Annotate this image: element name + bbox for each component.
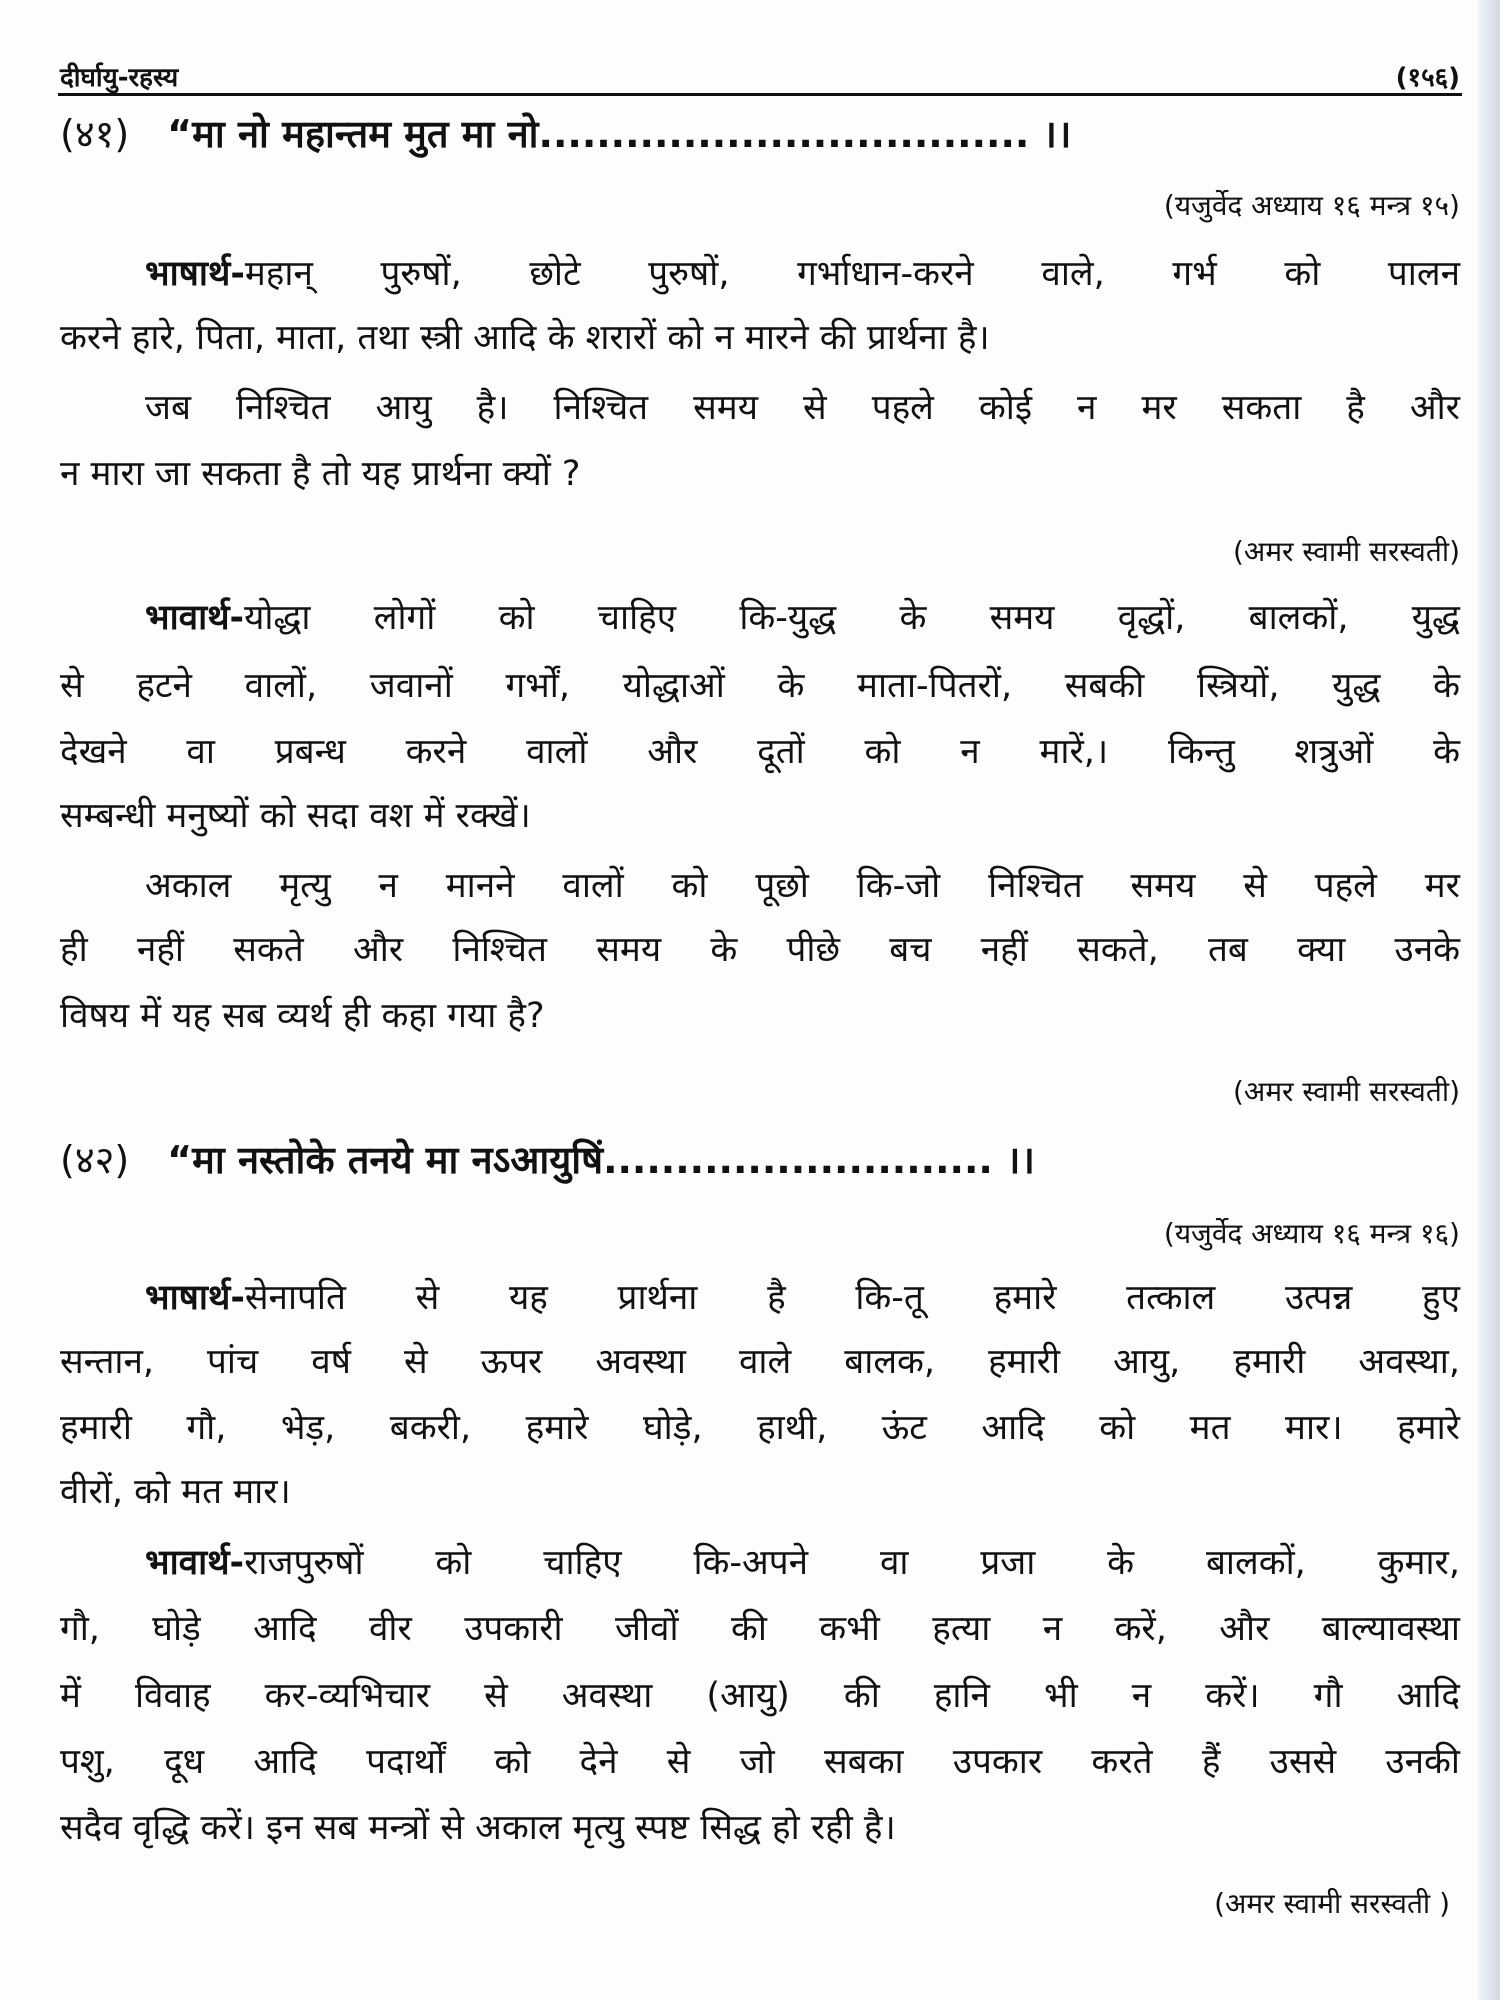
paragraph-line: हमारी गौ, भेड़, बकरी, हमारे घोड़े, हाथी, ऊंट आदि को मत मार। हमारे xyxy=(60,1408,1460,1448)
paragraph-line: पशु, दूध आदि पदार्थों को देने से जो सबका उपकार करते हैं उससे उनकी xyxy=(60,1742,1460,1782)
label: भावार्थ- xyxy=(145,598,245,638)
paragraph-line: विषय में यह सब व्यर्थ ही कहा गया है? xyxy=(60,996,545,1036)
page-edge xyxy=(1478,0,1500,2000)
author-attribution: (अमर स्वामी सरस्वती ) xyxy=(1214,1887,1450,1920)
verse-41 xyxy=(60,112,1460,156)
paragraph-line: वीरों, को मत मार। xyxy=(60,1472,291,1512)
verse-number: (४२) xyxy=(60,1138,130,1182)
paragraph-line: करने हारे, पिता, माता, तथा स्त्री आदि के शरारों को न मारने की प्रार्थना है। xyxy=(60,318,990,358)
paragraph-line: न मारा जा सकता है तो यह प्रार्थना क्यों ? xyxy=(60,454,581,494)
verse-number: (४१) xyxy=(60,112,130,156)
label: भाषार्थ- xyxy=(145,254,245,294)
header-rule xyxy=(58,93,1462,96)
paragraph-line: गौ, घोड़े आदि वीर उपकारी जीवों की कभी हत्या न करें, और बाल्यावस्था xyxy=(60,1609,1460,1649)
paragraph-line: से हटने वालों, जवानों गर्भों, योद्धाओं के माता-पितरों, सबकी स्त्रियों, युद्ध के xyxy=(60,666,1460,706)
paragraph-line: अकाल मृत्यु न मानने वालों को पूछो कि-जो निश्चित समय से पहले मर xyxy=(145,866,1460,906)
paragraph-line xyxy=(145,596,1460,640)
label: भावार्थ- xyxy=(145,1543,245,1583)
verse-42 xyxy=(60,1138,1460,1182)
paragraph-line xyxy=(145,252,1460,296)
verse-text: “मा नस्तोके तनये मा नऽआयुषिं........................... ।। xyxy=(167,1138,1035,1182)
line-text: राजपुरुषों को चाहिए कि-अपने वा प्रजा के बालकों, कुमार, xyxy=(244,1543,1460,1583)
line-text: महान् पुरुषों, छोटे पुरुषों, गर्भाधान-करने वाले, गर्भ को पालन xyxy=(244,254,1460,294)
label: भाषार्थ- xyxy=(145,1278,245,1318)
line-text: योद्धा लोगों को चाहिए कि-युद्ध के समय वृद्धों, बालकों, युद्ध xyxy=(244,598,1460,638)
paragraph-line: में विवाह कर-व्यभिचार से अवस्था (आयु) की हानि भी न करें। गौ आदि xyxy=(60,1676,1460,1716)
verse-text: “मा नो महान्तम मुत मा नो.................................. ।। xyxy=(167,112,1072,156)
author-attribution: (अमर स्वामी सरस्वती) xyxy=(1233,1075,1460,1108)
paragraph-line xyxy=(145,1541,1460,1585)
verse-citation: (यजुर्वेद अध्याय १६ मन्त्र १६) xyxy=(1163,1217,1460,1250)
author-attribution: (अमर स्वामी सरस्वती) xyxy=(1233,535,1460,568)
paragraph-line: ही नहीं सकते और निश्चित समय के पीछे बच नहीं सकते, तब क्या उनके xyxy=(60,930,1460,970)
line-text: सेनापति से यह प्रार्थना है कि-तू हमारे तत्काल उत्पन्न हुए xyxy=(244,1278,1460,1318)
paragraph-line xyxy=(145,1276,1460,1320)
paragraph-line: सन्तान, पांच वर्ष से ऊपर अवस्था वाले बालक, हमारी आयु, हमारी अवस्था, xyxy=(60,1342,1460,1382)
book-title: दीर्घायु-रहस्य xyxy=(60,63,179,93)
page-number: (१५६) xyxy=(1395,63,1460,93)
paragraph-line: देखने वा प्रबन्ध करने वालों और दूतों को न मारें,। किन्तु शत्रुओं के xyxy=(60,732,1460,772)
paragraph-line: जब निश्चित आयु है। निश्चित समय से पहले कोई न मर सकता है और xyxy=(145,388,1460,428)
paragraph-line: सदैव वृद्धि करें। इन सब मन्त्रों से अकाल मृत्यु स्पष्ट सिद्ध हो रही है। xyxy=(60,1808,896,1848)
verse-citation: (यजुर्वेद अध्याय १६ मन्त्र १५) xyxy=(1163,189,1460,222)
paragraph-line: सम्बन्धी मनुष्यों को सदा वश में रक्खें। xyxy=(60,796,531,836)
